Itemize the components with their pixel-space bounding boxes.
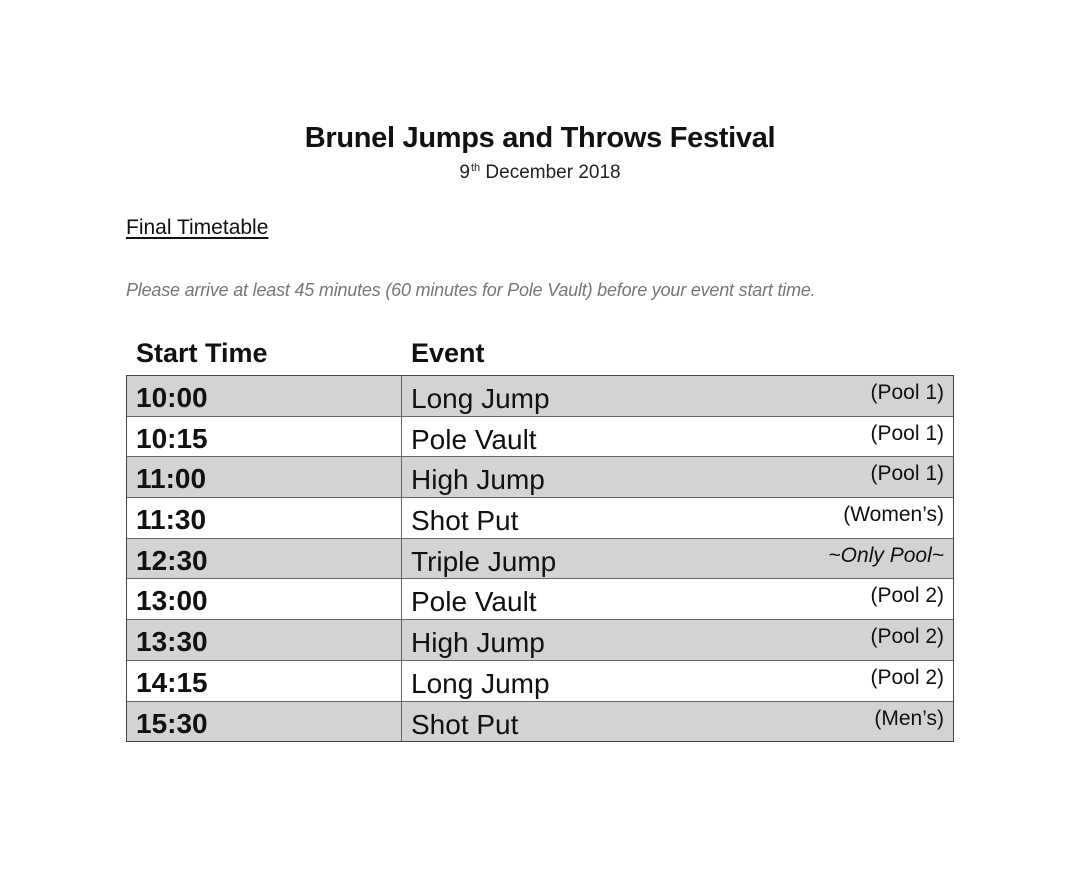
event-cell: Pole Vault: [411, 423, 537, 455]
event-cell: Pole Vault: [411, 586, 537, 618]
table-row: [127, 376, 953, 417]
pool-note: (Pool 2): [870, 584, 944, 608]
pool-note: (Pool 1): [870, 381, 944, 404]
start-time-cell: 15:30: [127, 702, 402, 742]
date-day: 9: [459, 162, 470, 183]
start-time-cell: 11:30: [127, 498, 402, 538]
timetable-subheading: Final Timetable: [126, 216, 269, 239]
table-row: [127, 539, 953, 580]
pool-note: (Pool 1): [870, 421, 944, 445]
table-row: [127, 498, 953, 539]
date-rest: December 2018: [485, 162, 621, 183]
start-time-cell: 13:00: [127, 579, 402, 619]
start-time-cell: 10:00: [127, 376, 402, 416]
start-time-cell: 11:00: [127, 457, 402, 497]
event-cell: Triple Jump: [411, 545, 557, 577]
table-row: [127, 579, 953, 620]
table-row: [127, 417, 953, 458]
gender-note: (Women’s): [843, 503, 944, 527]
pool-note: (Pool 1): [870, 462, 944, 486]
event-cell: Long Jump: [411, 383, 550, 414]
start-time-cell: 12:30: [127, 539, 402, 579]
table-row: [127, 702, 953, 743]
column-header-start-time: Start Time: [136, 338, 268, 368]
event-cell: High Jump: [411, 627, 545, 659]
start-time-cell: 13:30: [127, 620, 402, 660]
table-row: [127, 661, 953, 702]
table-row: [127, 620, 953, 661]
event-cell: Long Jump: [411, 667, 550, 699]
timetable-table: [126, 375, 954, 742]
event-cell: Shot Put: [411, 708, 519, 740]
table-row: [127, 457, 953, 498]
date-suffix: th: [470, 162, 481, 174]
pool-note: ~Only Pool~: [828, 543, 944, 567]
start-time-cell: 14:15: [127, 661, 402, 701]
arrival-note: Please arrive at least 45 minutes (60 minutes for Pole Vault) before your event start time.: [126, 280, 816, 300]
gender-note: (Men’s): [874, 706, 944, 730]
page-title: Brunel Jumps and Throws Festival: [304, 122, 776, 154]
pool-note: (Pool 2): [870, 625, 944, 649]
event-cell: High Jump: [411, 464, 545, 496]
column-header-event: Event: [411, 338, 485, 368]
start-time-cell: 10:15: [127, 417, 402, 457]
event-cell: Shot Put: [411, 505, 519, 537]
pool-note: (Pool 2): [870, 665, 944, 689]
event-date: [0, 162, 1080, 184]
